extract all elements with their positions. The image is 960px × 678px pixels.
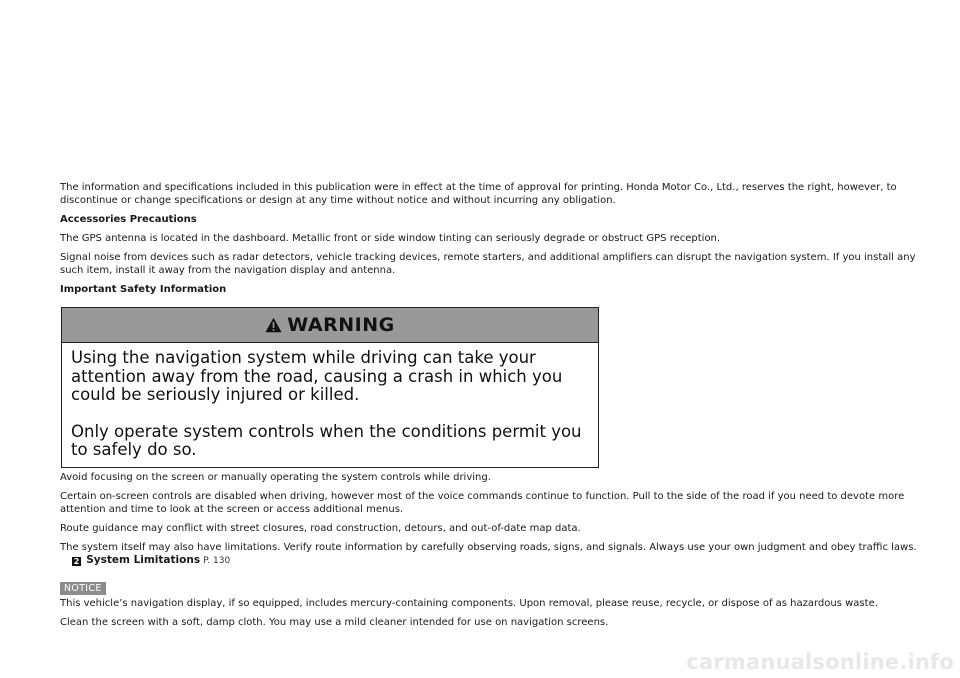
warning-header [62, 308, 598, 343]
system-limitations-link[interactable] [72, 554, 920, 568]
warning-title: WARNING [287, 314, 395, 336]
page-content [60, 181, 920, 635]
limitations-paragraph: The system itself may also have limitations. Verify route information by carefully observing roads, signs, and signals. Always use your own judgment and obey traffic laws. [60, 541, 917, 553]
watermark-text: carmanualsonline.info [686, 650, 954, 674]
notice-badge: NOTICE [60, 582, 106, 595]
route-paragraph: Route guidance may conflict with street closures, road construction, detours, and out-of-date map data. [60, 522, 581, 534]
warning-triangle-icon [265, 317, 282, 333]
gps-paragraph: The GPS antenna is located in the dashboard. Metallic front or side window tinting can seriously degrade or obstruct GPS reception. [60, 233, 721, 244]
cross-reference-icon: 2 [73, 556, 80, 566]
avoid-paragraph: Avoid focusing on the screen or manually operating the system controls while driving. [60, 471, 491, 483]
notice-paragraph: This vehicle’s navigation display, if so equipped, includes mercury-containing components. Upon removal, please reuse, recycle, or dispose of as hazardous waste. [60, 597, 878, 609]
cleaning-paragraph: Clean the screen with a soft, damp cloth. You may use a mild cleaner intended for use on navigation screens. [60, 616, 609, 628]
intro-paragraph: The information and specifications included in this publication were in effect at the time of approval for printing. Honda Motor Co., Ltd., reserves the right, however, to discontinue or change specifications or design at any time without notice and without incurring any obligation. [60, 182, 897, 206]
warning-body [62, 343, 598, 467]
accessories-heading: Accessories Precautions [60, 214, 197, 225]
signal-paragraph: Signal noise from devices such as radar detectors, vehicle tracking devices, remote starters, and additional amplifiers can disrupt the navigation system. If you install any such item, install it away from the navigation display and antenna. [60, 252, 916, 276]
warning-text-1: Using the navigation system while driving can take your attention away from the road, causing a crash in which you could be seriously injured or killed. [71, 348, 563, 404]
warning-text-2: Only operate system controls when the conditions permit you to safely do so. [71, 421, 582, 459]
warning-box [61, 307, 599, 468]
controls-paragraph: Certain on-screen controls are disabled when driving, however most of the voice commands continue to function. Pull to the side of the road if you need to devote more attention and time to look at the screen or access additional menus. [60, 490, 905, 515]
reference-title: System Limitations [86, 553, 201, 566]
reference-page: P. 130 [203, 555, 231, 566]
safety-heading: Important Safety Information [60, 284, 227, 295]
